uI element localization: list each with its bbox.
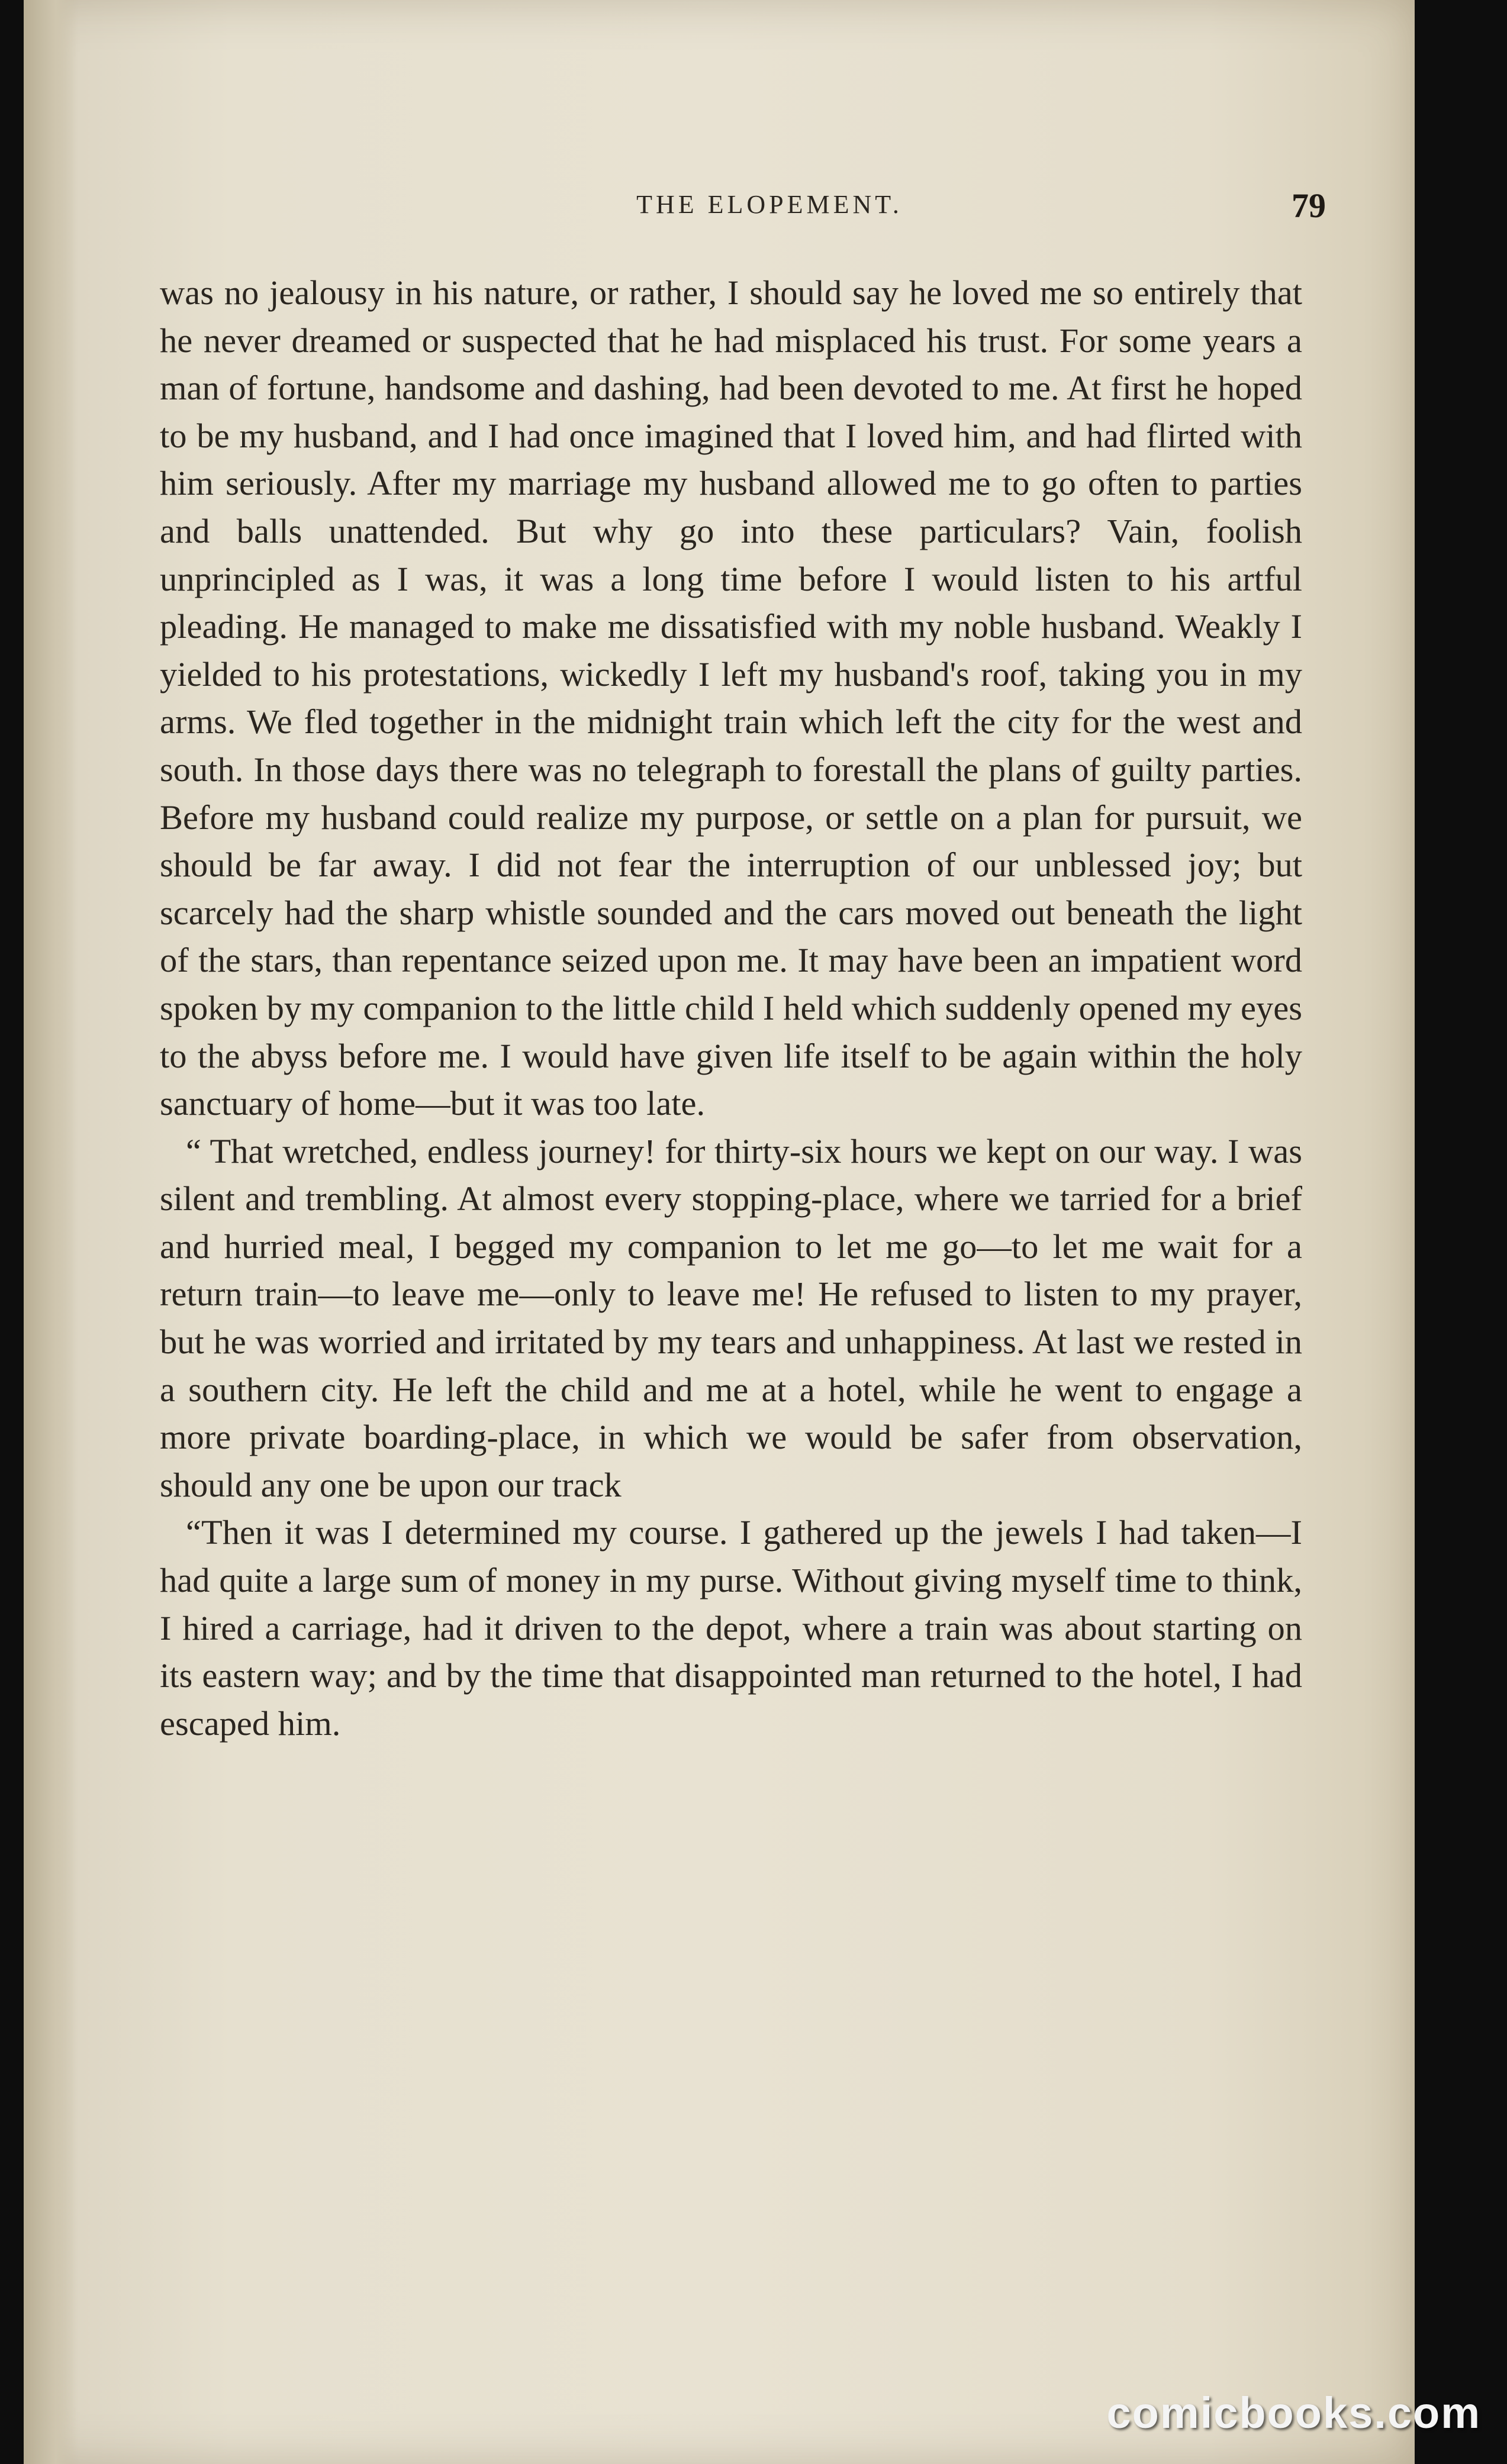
page-gutter — [24, 0, 77, 2464]
paragraph-escape: “Then it was I determined my course. I gathered up the jewels I had taken—I had quite a large sum of money in my purse. Without giving myself time to think, I hired a carriage, had it driven to the depot, where a train was about starting on its eastern way; and by the time that disappointed man returned to the hotel, I had escaped him. — [160, 1513, 1302, 1743]
paragraph-journey: “ That wretched, endless journey! for thirty-six hours we kept on our way. I was silent and trembling. At almost every stopping-place, where we tarried for a brief and hurried meal, I begged my companion to let me go—to let me wait for a return train—to leave me—only to leave me! He refused to listen to my prayer, but he was worried and irritated by my tears and unhappiness. At last we rested in a southern city. He left the child and me at a hotel, while he went to engage a more private boarding-place, in which we would be safer from observation, should any one be upon our track — [160, 1131, 1302, 1504]
page-number: 79 — [1292, 186, 1326, 225]
paragraph-continued: was no jealousy in his nature, or rather, I should say he loved me so entirely that he never dreamed or suspected that he had misplaced his trust. For some years a man of fortune, handsome and dashing, had been devoted to me. At first he hoped to be my husband, and I had once imagined that I loved him, and had flirted with him seriously. After my marriage my husband allowed me to go often to parties and balls unattended. But why go into these particulars? Vain, foolish unprincipled as I was, it was a long time before I would listen to his artful pleading. He managed to make me dissatisfied with my noble husband. Weakly I yielded to his protestations, wickedly I left my husband's roof, taking you in my arms. We fled together in the midnight train which left the city for the west and south. In those days there was no telegraph to forestall the plans of guilty parties. Before my husband could realize my purpose, or settle on a plan for pursuit, we should be far away. I did not fear the interruption of our unblessed joy; but scarcely had the sharp whistle sounded and the cars moved out beneath the light of the stars, than repentance seized upon me. It may have been an impatient word spoken by my companion to the little child I held which suddenly opened my eyes to the abyss before me. I would have given life itself to be again within the holy sanctuary of home—but it was too late. — [160, 273, 1302, 1123]
running-title: THE ELOPEMENT. — [636, 190, 903, 219]
body-text — [160, 269, 1302, 1747]
running-head — [237, 186, 1326, 243]
watermark: comicbooks.com — [1106, 2388, 1481, 2437]
